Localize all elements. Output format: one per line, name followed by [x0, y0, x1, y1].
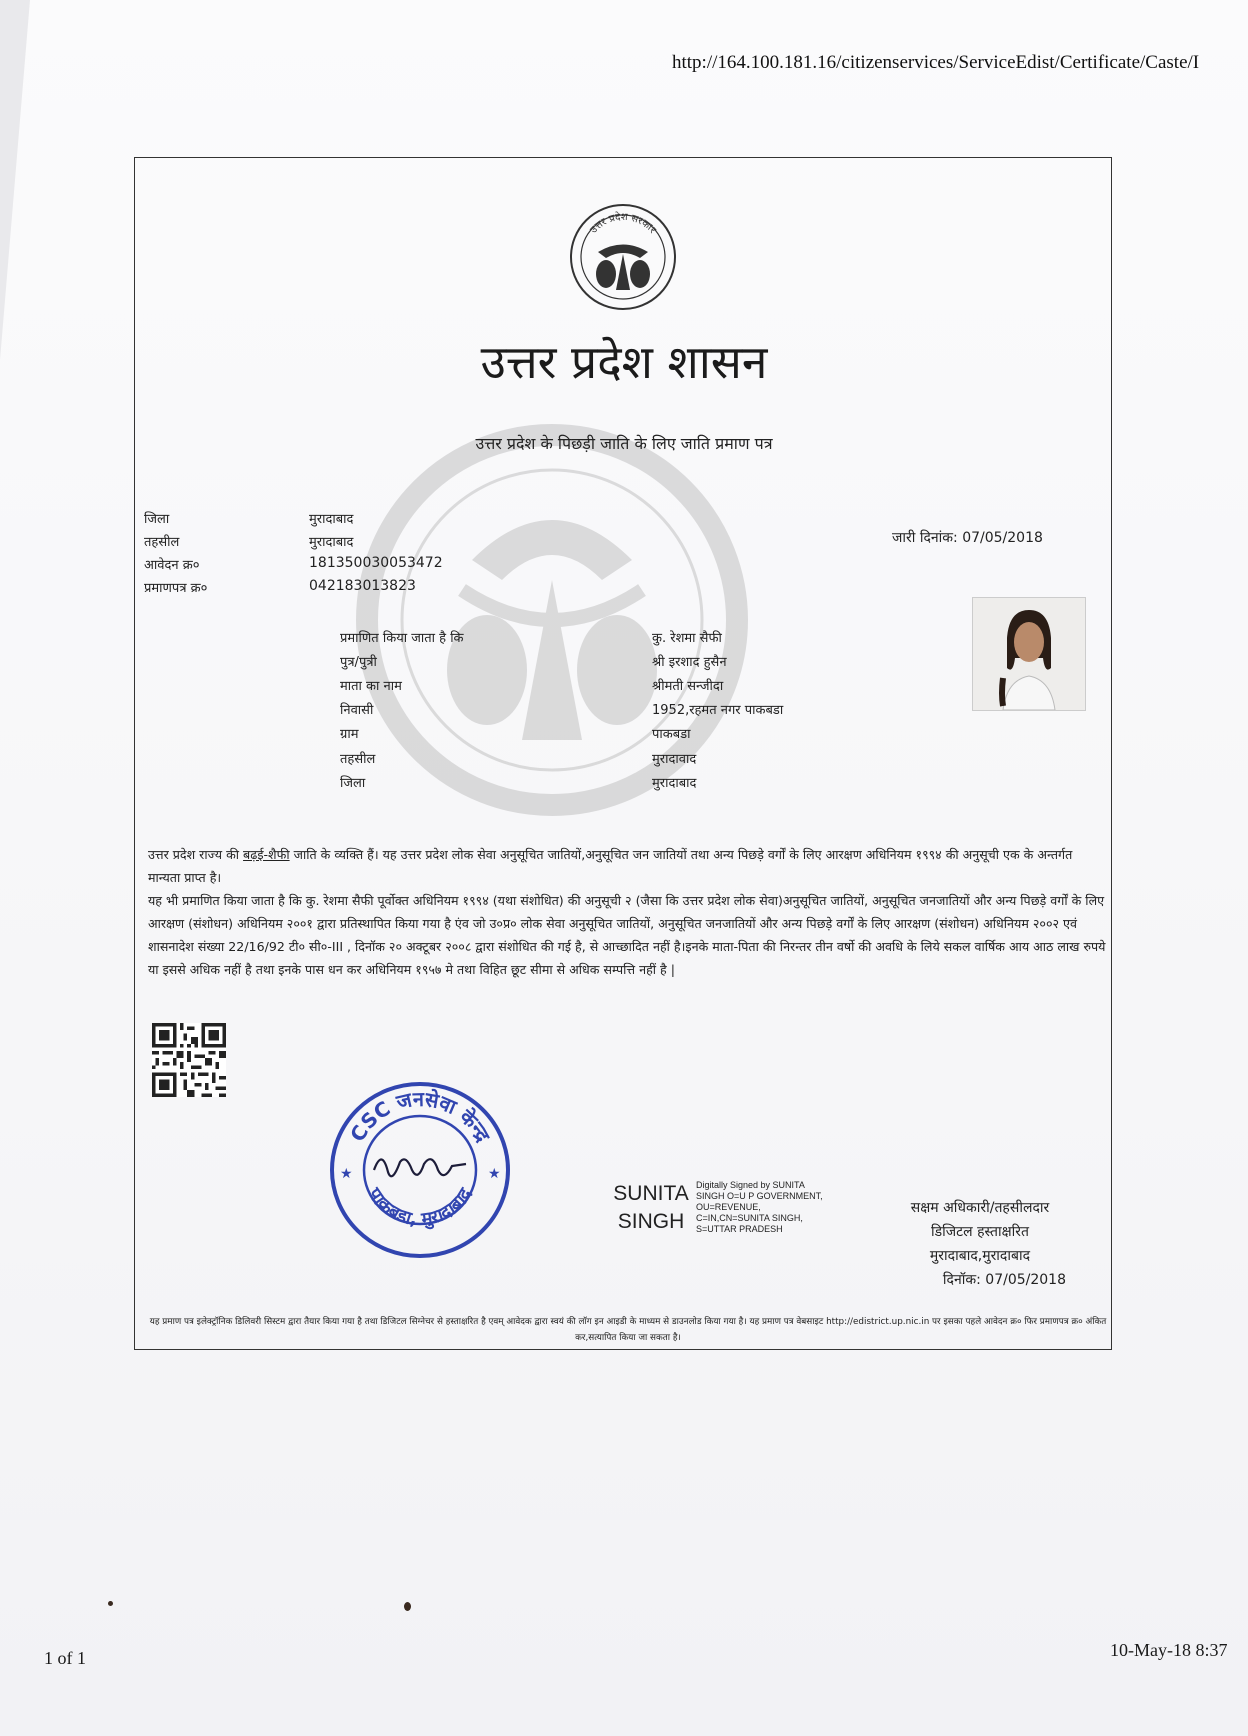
meta-value: मुरादाबाद: [309, 512, 354, 527]
person-label: माता का नाम: [340, 679, 402, 694]
application-number: 181350030053472: [309, 555, 443, 571]
meta-label: आवेदन क्र०: [144, 558, 200, 573]
svg-text:उत्तर प्रदेश सरकार: [588, 211, 658, 236]
svg-text:★: ★: [340, 1166, 353, 1182]
csc-stamp: [326, 1078, 514, 1262]
signature-details: Digitally Signed by SUNITA SINGH O=U P GOVERNMENT, OU=REVENUE, C=IN,CN=SUNITA SINGH, S=UTTAR PRADESH: [696, 1180, 823, 1234]
stamp-top-text: CSC जनसेवा केन्द्र: [345, 1086, 496, 1146]
paper-spot: [108, 1601, 113, 1606]
page-url: http://164.100.181.16/citizenservices/ServiceEdist/Certificate/Caste/I: [672, 52, 1200, 73]
certificate-title: उत्तर प्रदेश शासन: [480, 335, 768, 389]
person-label: निवासी: [340, 703, 374, 718]
person-label: प्रमाणित किया जाता है कि: [340, 631, 464, 646]
meta-label: तहसील: [144, 535, 180, 550]
svg-text:★: ★: [488, 1166, 501, 1182]
person-name: कु. रेशमा सैफी: [652, 631, 722, 646]
meta-value: मुरादाबाद: [309, 535, 354, 550]
person-label: ग्राम: [340, 727, 359, 742]
authority-date: दिनॉक: 07/05/2018: [942, 1272, 1066, 1288]
page-fold-shadow: [0, 0, 30, 360]
stamp-bottom-text: पाकबडा, मुरादाबाद: [363, 1184, 477, 1231]
certificate-body: [148, 843, 1108, 981]
person-label: तहसील: [340, 752, 376, 767]
caste-name: बढ़ई-शैफी: [243, 847, 290, 862]
footer-note: यह प्रमाण पत्र इलेक्ट्रॉनिक डिलिवरी सिस्टम द्वारा तैयार किया गया है तथा डिजिटल सिग्नेचर से हस्ताक्षरित है एवम् आवेदक द्वारा स्वयं की लॉग इन आइडी के माध्यम से डाउनलोड किया गया है। यह प्रमाण पत्र वेबसाइट http://edistrict.up.nic.in पर इसका पहले आवेदन क्र० फिर प्रमाणपत्र क्र० अंकित कर,सत्यापित किया जा सकता है।: [149, 1317, 1107, 1343]
paper-spot: [404, 1602, 411, 1611]
meta-label: प्रमाणपत्र क्र०: [144, 581, 208, 596]
authority-designation: सक्षम अधिकारी/तहसीलदार: [910, 1200, 1050, 1216]
issue-date: जारी दिनांक: 07/05/2018: [892, 530, 1043, 546]
district: मुरादाबाद: [652, 776, 697, 791]
para1-start: उत्तर प्रदेश राज्य की: [148, 847, 244, 862]
qr-code: [152, 1023, 226, 1097]
para1-end: जाति के व्यक्ति हैं। यह उत्तर प्रदेश लोक सेवा अनुसूचित जातियों,अनुसूचित जन जातियों तथा अन्य पिछड़े वर्गों के लिए आरक्षण अधिनियम १९९४ की अनुसूची एक के अन्तर्गत मान्यता प्राप्त है।: [148, 847, 1073, 885]
residence: 1952,रहमत नगर पाकबडा: [652, 703, 784, 718]
page-indicator: 1 of 1: [44, 1648, 86, 1668]
certificate-number: 042183013823: [309, 578, 416, 594]
tehsil: मुरादावाद: [652, 752, 697, 767]
para2: यह भी प्रमाणित किया जाता है कि कु. रेशमा सैफी पूर्वोक्त अधिनियम १९९४ (यथा संशोधित) की अनुसूची २ (जैसा कि उत्तर प्रदेश लोक सेवा)अनुसूचित जातियों, अनुसूचित जनजातियों और अन्य पिछड़े वर्गों के लिए आरक्षण (संशोधन) अधिनियम २००१ द्वारा प्रतिस्थापित किया गया है एंव जो उ०प्र० लोक सेवा अनुसूचित जातियों, अनुसूचित जनजातियों और अन्य पिछड़े वर्गों के लिए आरक्षण (संशोधन) अधिनियम २००२ एवं शासनादेश संख्या 22/16/92 टी० सी०-III , दिनॉक २० अक्टूबर २००८ द्वारा संशोधित की गई है, से आच्छादित नहीं है।इनके माता-पिता की निरन्तर तीन वर्षो की अवधि के लिये सकल वार्षिक आय आठ लाख रुपये या इससे अधिक नहीं है तथा इनके पास धन कर अधिनियम १९५७ मे तथा विहित छूट सीमा से अधिक सम्पत्ति नहीं है |: [148, 893, 1106, 977]
person-label: जिला: [340, 776, 366, 791]
authority-block: [880, 1196, 1080, 1292]
watermark-emblem: [352, 410, 752, 830]
svg-text:पाकबडा, मुरादाबाद: [363, 1183, 477, 1231]
mother-name: श्रीमती सन्जीदा: [652, 679, 724, 694]
signature-name: SUNITA SINGH: [613, 1182, 689, 1233]
print-datetime: 10-May-18 8:37: [1110, 1640, 1228, 1660]
authority-location: मुरादाबाद,मुरादाबाद: [929, 1248, 1031, 1264]
authority-signed: डिजिटल हस्ताक्षरित: [931, 1224, 1029, 1240]
emblem-text: उत्तर प्रदेश सरकार: [588, 211, 658, 236]
person-label: पुत्र/पुत्री: [340, 655, 377, 670]
meta-label: जिला: [144, 512, 170, 527]
certificate-subtitle: उत्तर प्रदेश के पिछड़ी जाति के लिए जाति प्रमाण पत्र: [475, 434, 773, 453]
applicant-photo: [972, 597, 1086, 711]
father-name: श्री इरशाद हुसैन: [652, 655, 727, 670]
up-government-emblem: [568, 202, 678, 312]
village: पाकबडा: [652, 727, 691, 742]
